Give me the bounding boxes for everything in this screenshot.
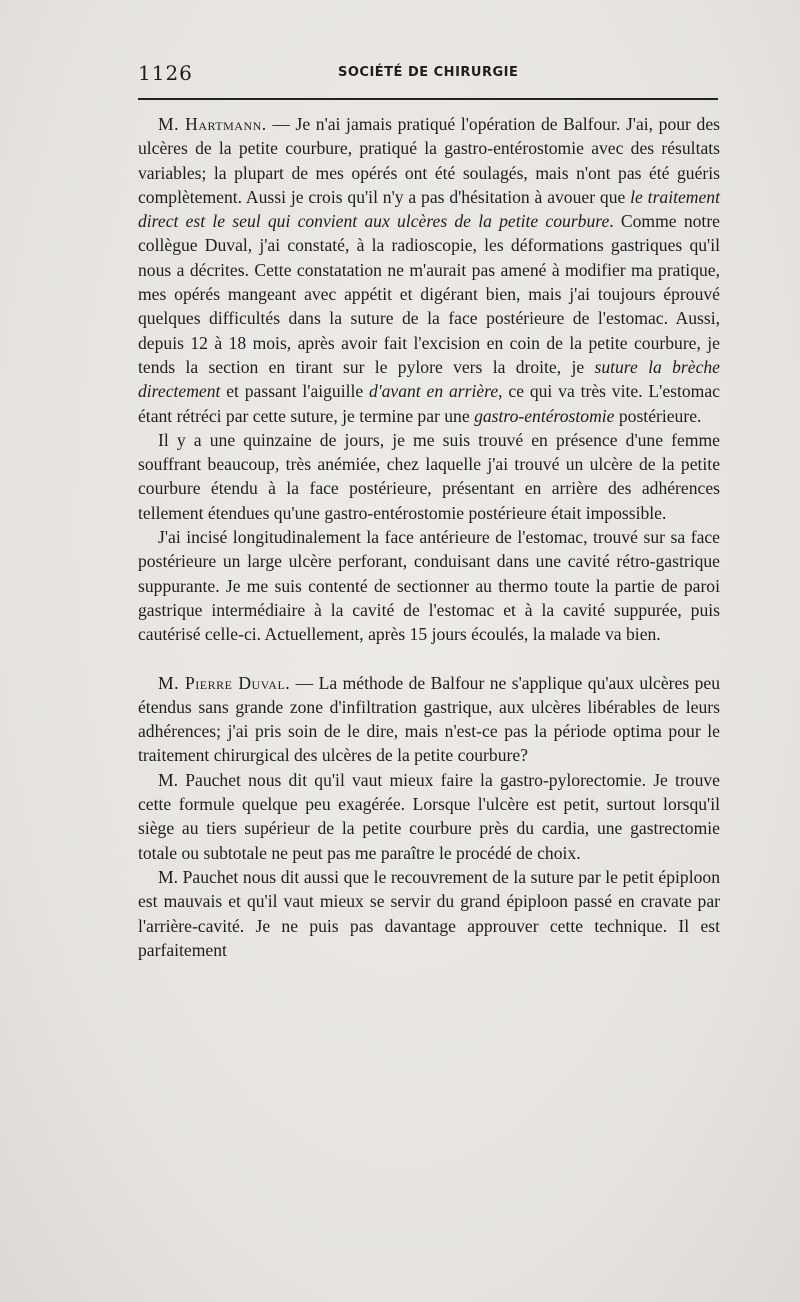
paragraph-text: , ce qui va très vite. L'estomac étant rétréci par cette suture, je termine par une	[138, 381, 720, 426]
paragraph-duval	[138, 671, 720, 768]
italic-text: suture la brèche directement	[138, 356, 720, 402]
italic-text: le traitement direct est le seul qui convient aux ulcères de la petite courbure	[138, 186, 720, 232]
paragraph-text: et passant l'aiguille	[220, 381, 370, 402]
body-text	[138, 112, 720, 962]
paragraph: J'ai incisé longitudinalement la face antérieure de l'estomac, trouvé sur sa face postérieure un large ulcère perforant, conduisant dans une cavité rétro-gastrique suppurante. Je me suis contenté de sectionner au thermo toute la partie de paroi gastrique intermédiaire à la cavité de l'estomac et à la cavité suppurée, puis cautérisé celle-ci. Actuellement, après 15 jours écoulés, la malade va bien.	[138, 527, 720, 645]
speaker-name: M. Hartmann.	[158, 114, 267, 134]
page-number: 1126	[138, 61, 193, 85]
paragraph-hartmann	[138, 112, 720, 428]
paragraph: M. Pauchet nous dit aussi que le recouvrement de la suture par le petit épiploon est mauvais et qu'il vaut mieux se servir du grand épiploon passé en cravate par l'arrière-cavité. Je ne puis pas davantage approuver cette technique. Il est parfaitement	[138, 866, 720, 960]
italic-text: gastro-entérostomie	[474, 405, 615, 426]
header-rule	[138, 98, 718, 100]
page-header	[138, 57, 718, 87]
paragraph: Il y a une quinzaine de jours, je me suis trouvé en présence d'une femme souffrant beaucoup, très anémiée, chez laquelle j'ai trouvé un ulcère de la petite courbure étendu à la face postérieure, présentant en arrière des adhérences tellement étendues qu'une gastro-entérostomie postérieure était impossible.	[138, 429, 720, 523]
paragraph-text: postérieure.	[614, 405, 702, 426]
paragraph-text: — La méthode de Balfour ne s'applique qu'aux ulcères peu étendus sans grande zone d'infiltration gastrique, aux ulcères libérables de leurs adhérences; j'ai pris soin de le dire, mais n'est-ce pas la période optima pour le traitement chirurgical des ulcères de la petite courbure?	[138, 672, 720, 766]
paragraph-text: — Je n'ai jamais pratiqué l'opération de Balfour. J'ai, pour des ulcères de la petite courbure, pratiqué la gastro-entérostomie avec des résultats variables; la plupart de mes opérés ont été soulagés, mais n'ont pas été guéris complètement. Aussi je crois qu'il n'y a pas d'hésitation à avouer que	[138, 114, 720, 207]
speaker-name: M. Pierre Duval.	[158, 672, 291, 693]
paragraph-text: . Comme notre collègue Duval, j'ai constaté, à la radioscopie, les déformations gastriques qu'il nous a décrites. Cette constatation ne m'aurait pas amené à modifier ma pratique, mes opérés mangeant avec appétit et digérant bien, mais j'ai toujours éprouvé quelques difficultés dans la suture de la face postérieure de l'estomac. Aussi, depuis 12 à 18 mois, après avoir fait l'excision en coin de la petite courbure, je tends la section en tirant sur le pylore vers la droite, je	[138, 211, 720, 377]
italic-text: d'avant en arrière	[369, 381, 499, 402]
running-head: SOCIÉTÉ DE CHIRURGIE	[338, 65, 519, 80]
paragraph: M. Pauchet nous dit qu'il vaut mieux faire la gastro-pylorectomie. Je trouve cette formule quelque peu exagérée. Lorsque l'ulcère est petit, surtout lorsqu'il siège au tiers supérieur de la petite courbure près du cardia, une gastrectomie totale ou subtotale ne peut pas me paraître le procédé de choix.	[138, 769, 720, 863]
